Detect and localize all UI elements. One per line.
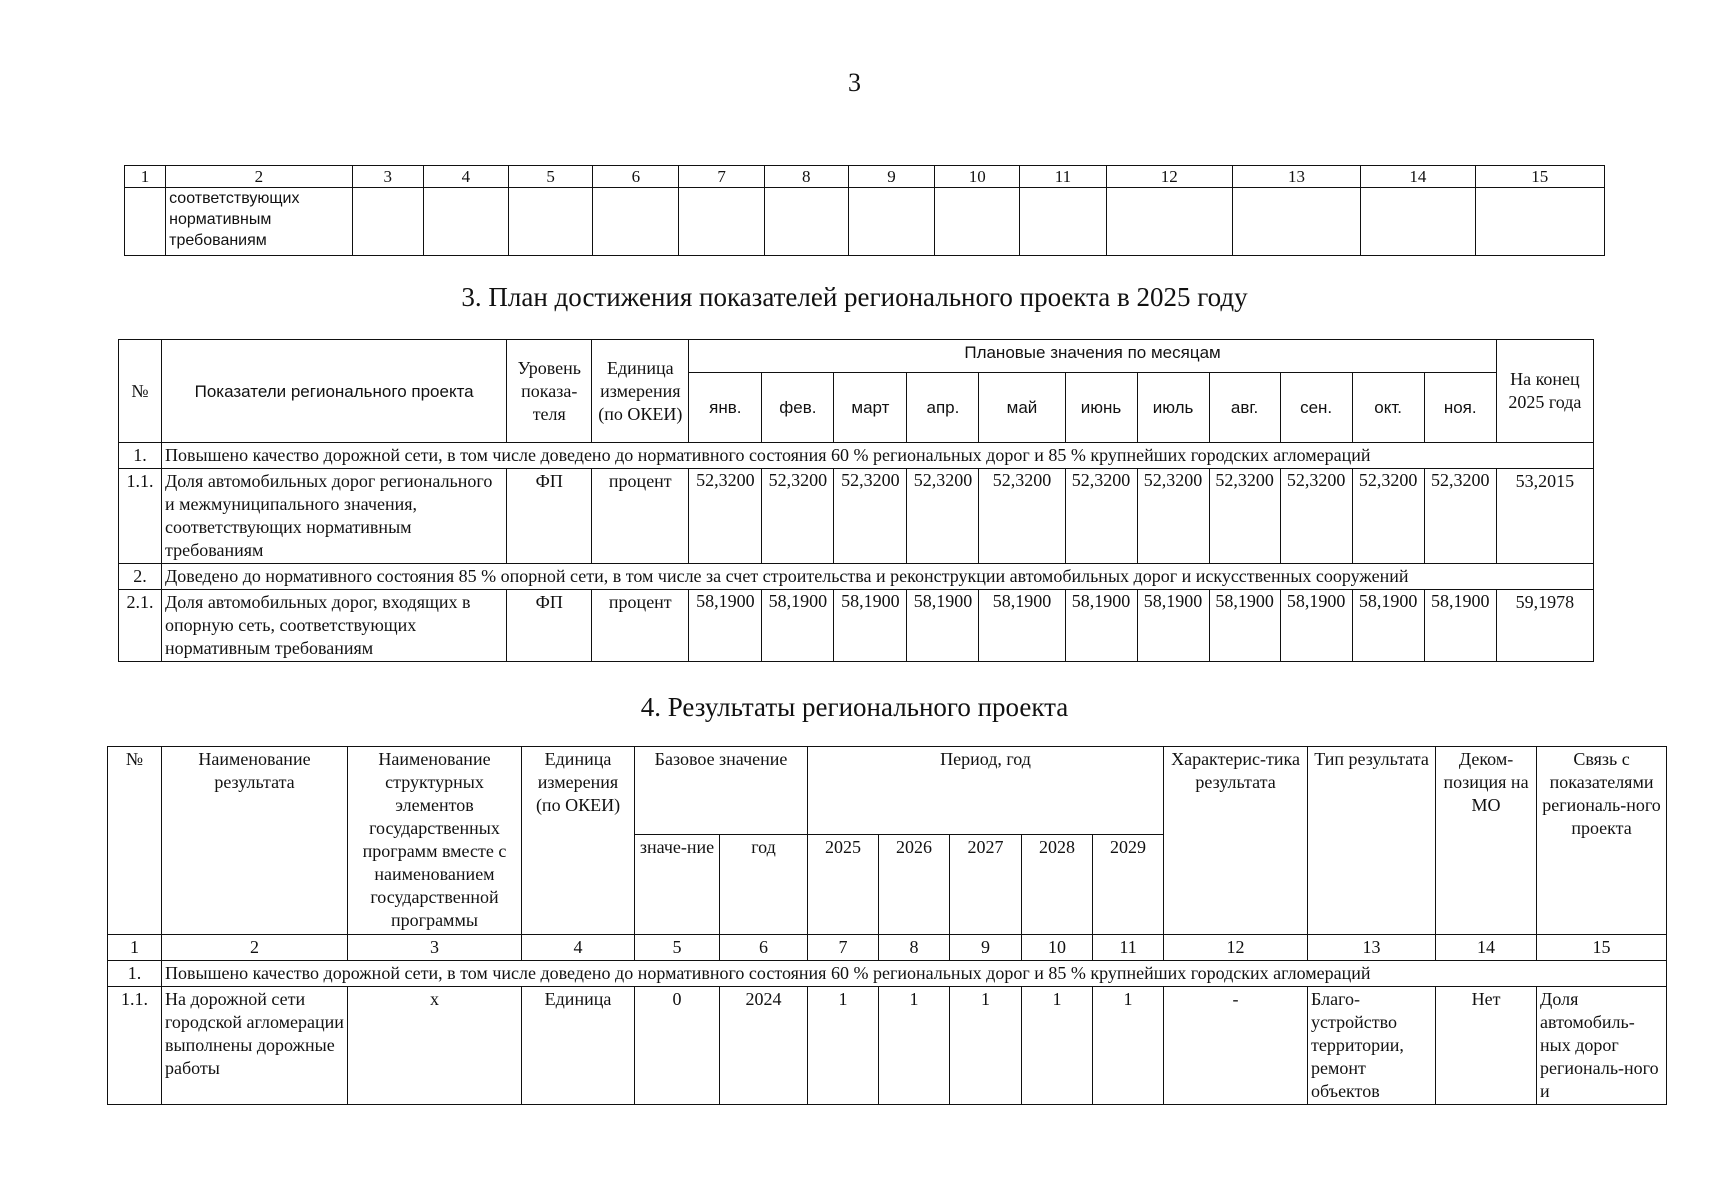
month-value: 58,1900	[1424, 590, 1496, 662]
col-header: 14	[1361, 166, 1475, 188]
header-base-value: значе-ние	[635, 835, 720, 935]
month-value: 58,1900	[1280, 590, 1352, 662]
month-value: 58,1900	[834, 590, 907, 662]
header-period: Период, год	[808, 747, 1164, 835]
indicator-unit: процент	[592, 590, 689, 662]
index-cell: 13	[1308, 935, 1436, 961]
col-header: 11	[1020, 166, 1106, 188]
col-header: 6	[593, 166, 679, 188]
plan-data-row	[119, 590, 1594, 662]
plan-body	[119, 443, 1594, 662]
header-level: Уровень показа-теля	[507, 340, 592, 443]
result-characteristic: -	[1164, 987, 1308, 1105]
col-header: 10	[935, 166, 1020, 188]
header-year: 2025	[808, 835, 879, 935]
col-header: 1	[125, 166, 166, 188]
group-text: Доведено до нормативного состояния 85 % опорной сети, в том числе за счет строительства и реконструкции автомобильных дорог и искусственных сооружений	[162, 564, 1594, 590]
month-value: 52,3200	[1280, 469, 1352, 564]
col-header: 3	[352, 166, 423, 188]
col-header: 13	[1232, 166, 1360, 188]
indicator-level: ФП	[507, 469, 592, 564]
month-value: 52,3200	[1424, 469, 1496, 564]
month-value: 52,3200	[1137, 469, 1209, 564]
month-value: 52,3200	[834, 469, 907, 564]
indicator-unit: процент	[592, 469, 689, 564]
header-month: авг.	[1209, 373, 1280, 443]
header-type: Тип результата	[1308, 747, 1436, 935]
col-header: 15	[1475, 166, 1604, 188]
col-header: 8	[764, 166, 848, 188]
indicators-plan-table	[118, 339, 1594, 662]
header-num: №	[119, 340, 162, 443]
group-num: 1.	[119, 443, 162, 469]
index-cell: 2	[162, 935, 348, 961]
result-year-value: 1	[950, 987, 1022, 1105]
result-year-value: 1	[1093, 987, 1164, 1105]
header-link: Связь с показателями региональ-ного проекта	[1537, 747, 1667, 935]
plan-group-row	[119, 443, 1594, 469]
col-header: 4	[423, 166, 508, 188]
col-header: 12	[1106, 166, 1232, 188]
col-header: 5	[509, 166, 593, 188]
section4-title: 4. Результаты регионального проекта	[640, 692, 1069, 722]
month-value: 58,1900	[762, 590, 834, 662]
group-text: Повышено качество дорожной сети, в том числе доведено до нормативного состояния 60 % региональных дорог и 85 % крупнейших городских агломераций	[162, 961, 1667, 987]
header-decomposition: Деком-позиция на МО	[1436, 747, 1537, 935]
page-number: 3	[848, 68, 861, 97]
indicator-name: Доля автомобильных дорог, входящих в опорную сеть, соответствующих нормативным требованиям	[162, 590, 507, 662]
row-num: 1.1.	[119, 469, 162, 564]
index-cell: 8	[879, 935, 950, 961]
carryover-text: соответствующих нормативным требованиям	[166, 188, 353, 256]
header-planned: Плановые значения по месяцам	[689, 340, 1496, 373]
month-value: 52,3200	[1065, 469, 1137, 564]
result-year-value: 1	[1022, 987, 1093, 1105]
index-cell: 9	[950, 935, 1022, 961]
group-text: Повышено качество дорожной сети, в том числе доведено до нормативного состояния 60 % региональных дорог и 85 % крупнейших городских агломераций	[162, 443, 1594, 469]
result-link: Доля автомобиль-ных дорог региональ-ного и	[1537, 987, 1667, 1105]
row-num: 1.1.	[108, 987, 162, 1105]
indicator-level: ФП	[507, 590, 592, 662]
indicator-name: Доля автомобильных дорог регионального и межмуниципального значения, соответствующих нормативным требованиям	[162, 469, 507, 564]
results-table	[107, 746, 1667, 1105]
month-value: 52,3200	[1352, 469, 1424, 564]
header-month: апр.	[907, 373, 979, 443]
month-value: 52,3200	[979, 469, 1065, 564]
header-base: Базовое значение	[635, 747, 808, 835]
month-value: 58,1900	[907, 590, 979, 662]
header-year: 2028	[1022, 835, 1093, 935]
header-year: 2027	[950, 835, 1022, 935]
group-num: 1.	[108, 961, 162, 987]
header-characteristic: Характерис-тика результата	[1164, 747, 1308, 935]
month-value: 58,1900	[1352, 590, 1424, 662]
col-header: 7	[679, 166, 764, 188]
result-type: Благо-устройство территории, ремонт объектов	[1308, 987, 1436, 1105]
header-month: июнь	[1065, 373, 1137, 443]
results-group-row	[108, 961, 1667, 987]
row-num: 2.1.	[119, 590, 162, 662]
month-value: 52,3200	[762, 469, 834, 564]
header-year: 2026	[879, 835, 950, 935]
index-cell: 12	[1164, 935, 1308, 961]
month-value: 52,3200	[907, 469, 979, 564]
header-num: №	[108, 747, 162, 935]
result-structural: х	[348, 987, 522, 1105]
header-base-year: год	[720, 835, 808, 935]
index-cell: 11	[1093, 935, 1164, 961]
col-header: 9	[848, 166, 934, 188]
index-cell: 1	[108, 935, 162, 961]
results-header-row	[108, 747, 1667, 835]
header-name: Наименование результата	[162, 747, 348, 935]
result-base-value: 0	[635, 987, 720, 1105]
header-month: янв.	[689, 373, 762, 443]
header-month: май	[979, 373, 1065, 443]
col-header: 2	[166, 166, 353, 188]
header-structural: Наименование структурных элементов государственных программ вместе с наименованием государственной программы	[348, 747, 522, 935]
end-value: 59,1978	[1496, 590, 1593, 662]
month-value: 58,1900	[1209, 590, 1280, 662]
result-year-value: 1	[808, 987, 879, 1105]
month-value: 58,1900	[1137, 590, 1209, 662]
header-indicator: Показатели регионального проекта	[162, 340, 507, 443]
results-index-row	[108, 935, 1667, 961]
header-unit: Единица измерения (по ОКЕИ)	[522, 747, 635, 935]
index-cell: 3	[348, 935, 522, 961]
header-month: ноя.	[1424, 373, 1496, 443]
index-cell: 4	[522, 935, 635, 961]
index-cell: 6	[720, 935, 808, 961]
result-unit: Единица	[522, 987, 635, 1105]
month-value: 58,1900	[979, 590, 1065, 662]
result-decomposition: Нет	[1436, 987, 1537, 1105]
result-base-year: 2024	[720, 987, 808, 1105]
section3-title: 3. План достижения показателей регионального проекта в 2025 году	[461, 282, 1248, 312]
carryover-header-row	[125, 166, 1605, 188]
result-year-value: 1	[879, 987, 950, 1105]
index-cell: 5	[635, 935, 720, 961]
header-year: 2029	[1093, 835, 1164, 935]
carryover-row	[125, 188, 1605, 256]
month-value: 58,1900	[1065, 590, 1137, 662]
results-data-row	[108, 987, 1667, 1105]
header-month: июль	[1137, 373, 1209, 443]
header-unit: Единица измерения (по ОКЕИ)	[592, 340, 689, 443]
header-month: март	[834, 373, 907, 443]
plan-data-row	[119, 469, 1594, 564]
month-value: 58,1900	[689, 590, 762, 662]
index-cell: 14	[1436, 935, 1537, 961]
month-value: 52,3200	[689, 469, 762, 564]
header-month: окт.	[1352, 373, 1424, 443]
month-value: 52,3200	[1209, 469, 1280, 564]
group-num: 2.	[119, 564, 162, 590]
result-name: На дорожной сети городской агломерации выполнены дорожные работы	[162, 987, 348, 1105]
plan-header-row	[119, 340, 1594, 373]
carryover-table	[124, 165, 1605, 256]
end-value: 53,2015	[1496, 469, 1593, 564]
header-end: На конец 2025 года	[1496, 340, 1593, 443]
plan-group-row	[119, 564, 1594, 590]
index-cell: 10	[1022, 935, 1093, 961]
index-cell: 15	[1537, 935, 1667, 961]
index-cell: 7	[808, 935, 879, 961]
header-month: сен.	[1280, 373, 1352, 443]
header-month: фев.	[762, 373, 834, 443]
